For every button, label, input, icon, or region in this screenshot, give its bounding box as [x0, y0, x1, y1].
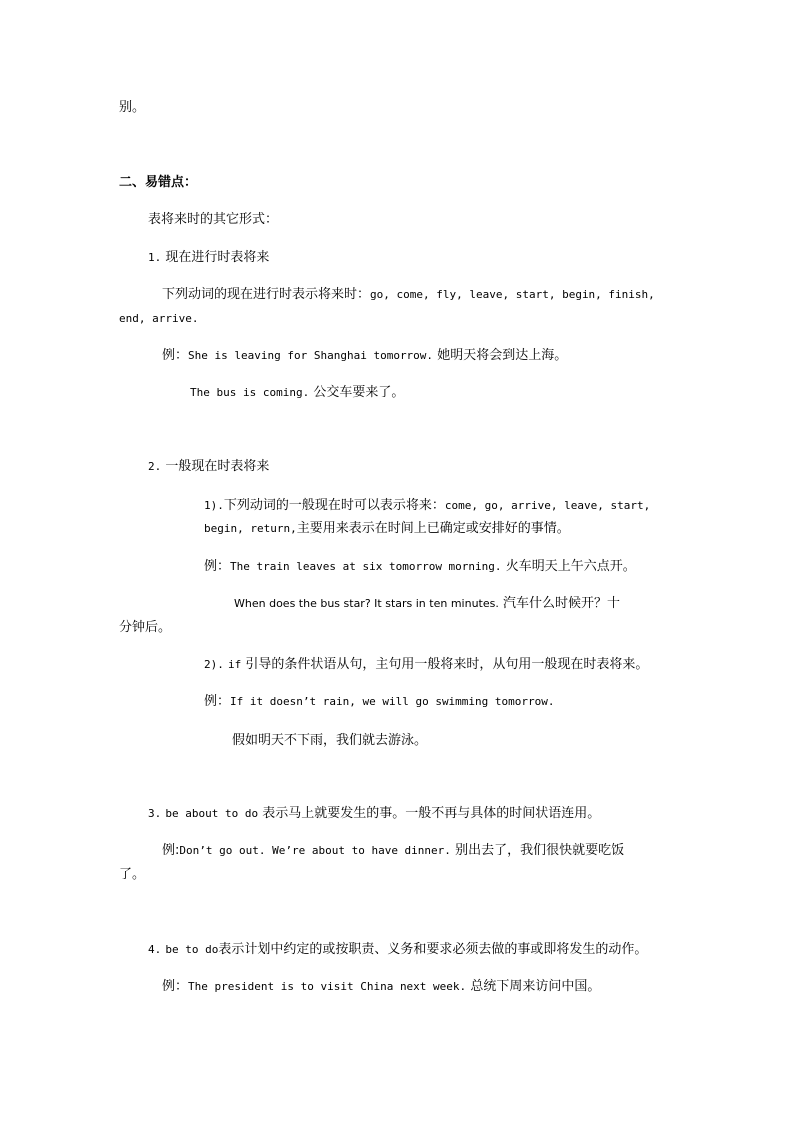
example-en: The bus is coming.	[190, 386, 310, 399]
section-2-example-2	[234, 594, 620, 614]
example-cn-continued: 分钟后。	[119, 620, 172, 635]
example-label: 例：	[162, 979, 189, 994]
section-number: 2.	[148, 460, 162, 473]
intro-line	[148, 210, 278, 230]
section-2-example-1	[204, 557, 636, 577]
section-heading	[119, 173, 197, 193]
example-label: 例：	[162, 348, 189, 363]
example-cn: 火车明天上午六点开。	[505, 559, 636, 574]
section-1-example-1	[162, 346, 567, 366]
description-en: go, come, fly, leave, start, begin, finish,	[370, 288, 655, 301]
text-fragment: 别。	[119, 100, 146, 115]
text-line	[119, 98, 145, 118]
example-cn-continued: 了。	[119, 867, 146, 882]
section-1-example-2	[190, 383, 404, 403]
example-en: If it doesn’t rain, we will go swimming tomorrow.	[230, 695, 555, 708]
example-cn: 她明天将会到达上海。	[437, 348, 568, 363]
section-1-title	[148, 248, 269, 268]
example-label: 例：	[204, 694, 231, 709]
section-2-point-1	[204, 496, 650, 516]
intro-text: 表将来时的其它形式：	[148, 212, 279, 227]
example-cn: 别出去了，我们很快就要吃饭	[455, 843, 625, 858]
section-2-title	[148, 457, 269, 477]
example-cn: 公交车要来了。	[313, 385, 405, 400]
point-en-continued: begin, return,	[204, 522, 297, 535]
point-en: come, go, arrive, leave, start,	[444, 499, 651, 512]
section-number: 1.	[148, 251, 162, 264]
point-cn-continued: 主要用来表示在时间上已确定或安排好的事情。	[296, 521, 570, 536]
section-2-example-3-translation	[232, 731, 427, 751]
example-en: Don’t go out. We’re about to have dinner.	[179, 844, 451, 857]
section-2-point-1-continued	[204, 519, 570, 539]
section-3-example	[162, 841, 624, 861]
section-1-description	[162, 285, 655, 305]
description-en-continued: end, arrive.	[119, 312, 199, 325]
example-en: She is leaving for Shanghai tomorrow.	[188, 349, 434, 362]
section-2-point-2	[204, 655, 648, 675]
section-title-text: 现在进行时表将来	[165, 250, 270, 265]
example-en: The train leaves at six tomorrow morning.	[230, 560, 502, 573]
section-en: be to do	[165, 943, 219, 956]
description-cn: 下列动词的现在进行时表示将来时：	[162, 287, 371, 302]
section-title-text: 一般现在时表将来	[165, 459, 270, 474]
section-4-example	[162, 977, 600, 997]
section-cn: 表示马上就要发生的事。一般不再与具体的时间状语连用。	[262, 806, 601, 821]
section-number: 3.	[148, 807, 162, 820]
example-en: The president is to visit China next week.	[188, 980, 467, 993]
example-en: When does the bus star? It stars in ten minutes.	[234, 597, 499, 610]
point-cn: 下列动词的一般现在时可以表示将来：	[223, 498, 445, 513]
example-label: 例:	[162, 843, 180, 858]
section-4-title	[148, 940, 647, 960]
example-cn: 假如明天不下雨，我们就去游泳。	[232, 733, 428, 748]
section-2-example-2-continued	[119, 618, 171, 638]
example-label: 例：	[204, 559, 231, 574]
point-number: 2).	[204, 658, 224, 671]
example-cn: 汽车什么时候开？十	[503, 596, 621, 611]
example-cn: 总统下周来访问中国。	[470, 979, 601, 994]
point-en: if	[228, 658, 242, 671]
section-1-description-continued	[119, 309, 198, 329]
section-cn: 表示计划中约定的或按职责、义务和要求必须去做的事或即将发生的动作。	[218, 942, 648, 957]
section-2-example-3	[204, 692, 555, 712]
section-number: 4.	[148, 943, 162, 956]
point-cn: 引导的条件状语从句，主句用一般将来时，从句用一般现在时表将来。	[245, 657, 649, 672]
section-3-title	[148, 804, 600, 824]
point-number: 1).	[204, 499, 224, 512]
heading-text: 二、易错点：	[119, 175, 198, 190]
section-3-example-continued	[119, 865, 145, 885]
section-en: be about to do	[165, 807, 259, 820]
